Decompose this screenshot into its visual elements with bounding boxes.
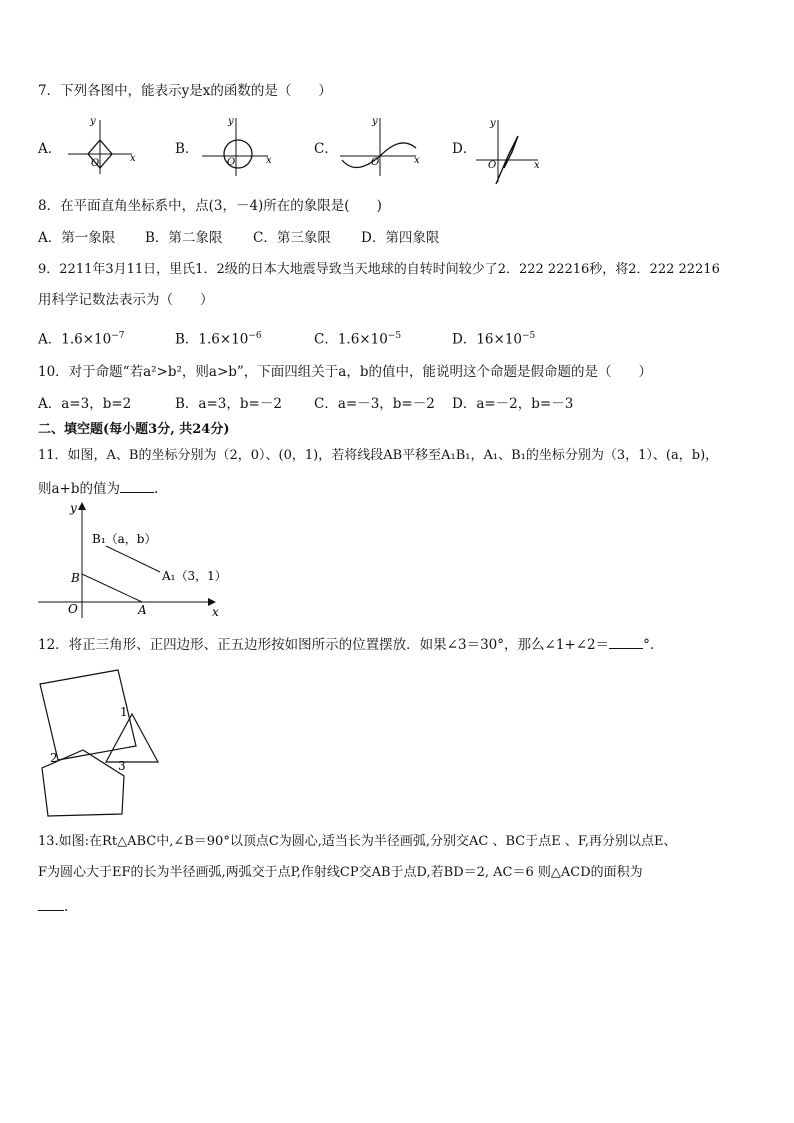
q7-graph-c xyxy=(338,116,428,176)
q7c-o-label: O xyxy=(371,157,380,168)
q10-option-c: C．a=－3，b=－2 xyxy=(314,396,435,412)
q9-stem-line2: 用科学记数法表示为（ ） xyxy=(38,292,214,308)
q11-answer-blank[interactable] xyxy=(120,480,154,493)
q9-option-a-exp: −7 xyxy=(111,331,125,341)
q8-option-c: C．第三象限 xyxy=(253,230,331,246)
q11-point-a1-label: A₁（3，1） xyxy=(162,569,227,583)
q11-origin-label: O xyxy=(68,602,78,616)
q7-graph-b xyxy=(200,116,280,176)
q7a-y-label: y xyxy=(90,116,96,127)
q11-figure xyxy=(36,500,236,620)
q10-option-b: B．a=3，b=－2 xyxy=(175,396,282,412)
q9-option-d-base: D．16×10 xyxy=(452,331,522,348)
q11-stem-line1: 11．如图，A、B的坐标分别为（2，0）、(0，1)，若将线段AB平移至A₁B₁，A₁、B₁的坐标分别为（3，1）、(a，b)， xyxy=(38,448,719,463)
q7d-x-label: x xyxy=(534,160,540,171)
q7c-y-label: y xyxy=(372,116,378,127)
q7-option-a-label: A． xyxy=(38,141,62,157)
q11-point-a-label: A xyxy=(138,603,147,617)
q7-graph-a xyxy=(64,116,144,176)
q11-y-axis-label: y xyxy=(70,501,77,515)
q7-stem: 7．下列各图中，能表示y是x的函数的是（ ） xyxy=(38,83,332,99)
q13-stem-line2: F为圆心大于EF的长为半径画弧,两弧交于点P,作射线CP交AB于点D,若BD＝2, AC＝6 则△ACD的面积为 xyxy=(38,865,643,880)
q9-option-c-base: C．1.6×10 xyxy=(314,331,388,348)
q9-option-c xyxy=(314,327,401,349)
q9-option-d-exp: −5 xyxy=(522,331,536,341)
q9-option-b xyxy=(175,327,262,349)
q7b-o-label: O xyxy=(227,157,236,168)
q12-angle-3-label: 3 xyxy=(118,759,126,773)
q7d-y-label: y xyxy=(490,118,496,129)
q9-option-d xyxy=(452,327,535,349)
q9-option-b-base: B．1.6×10 xyxy=(175,331,249,348)
q12-stem-text: 12．将正三角形、正四边形、正五边形按如图所示的位置摆放．如果∠3＝30°，那么∠1+∠2＝ xyxy=(38,637,610,653)
q9-option-a xyxy=(38,327,125,349)
q10-stem: 10．对于命题“若a²>b²，则a>b”，下面四组关于a，b的值中，能说明这个命题是假命题的是（ ） xyxy=(38,364,652,380)
q12-stem xyxy=(38,636,654,654)
q12-answer-blank[interactable] xyxy=(609,636,643,649)
q11-point-b-label: B xyxy=(71,571,80,585)
q10-option-d: D．a=－2，b=－3 xyxy=(452,396,574,412)
q7-graph-d xyxy=(474,116,554,186)
q11-x-axis-label: x xyxy=(212,605,219,619)
q8-option-b: B．第二象限 xyxy=(145,230,223,246)
q10-option-a: A．a=3，b=2 xyxy=(38,396,132,412)
q7a-x-label: x xyxy=(130,153,136,164)
q12-angle-2-label: 2 xyxy=(50,751,58,765)
q12-stem-end: °. xyxy=(643,637,655,653)
q7c-x-label: x xyxy=(414,155,420,166)
q8-option-d: D．第四象限 xyxy=(361,230,440,246)
q13-answer-blank[interactable] xyxy=(38,898,64,911)
q8-option-a: A．第一象限 xyxy=(38,230,116,246)
q7d-o-label: O xyxy=(488,160,497,171)
q11-point-b1-label: B₁（a，b） xyxy=(92,532,157,546)
q7a-o-label: O xyxy=(91,158,100,169)
q12-figure xyxy=(34,664,174,824)
q9-option-c-exp: −5 xyxy=(387,331,402,341)
q7b-x-label: x xyxy=(266,155,272,166)
q11-stem-end: . xyxy=(154,481,159,497)
q13-stem-end: . xyxy=(64,899,69,915)
section-heading-fill-in: 二、填空题(每小题3分, 共24分) xyxy=(38,422,230,437)
q7-option-b-label: B． xyxy=(175,141,199,157)
q9-option-b-exp: −6 xyxy=(248,331,262,341)
q7-option-d-label: D． xyxy=(452,141,477,157)
q13-stem-line1: 13.如图:在Rt△ABC中,∠B＝90°以顶点C为圆心,适当长为半径画弧,分别交AC 、BC于点E 、F,再分别以点E、 xyxy=(38,834,677,849)
q12-angle-1-label: 1 xyxy=(120,705,128,719)
q11-stem-text: 则a+b的值为 xyxy=(38,481,121,497)
q13-stem-line3 xyxy=(38,898,68,916)
q7-option-c-label: C． xyxy=(314,141,338,157)
q8-stem: 8．在平面直角坐标系中，点(3，－4)所在的象限是( ) xyxy=(38,198,382,214)
q11-stem-line2 xyxy=(38,480,158,498)
q7b-y-label: y xyxy=(228,116,234,127)
q9-stem-line1: 9．2211年3月11日，里氏1．2级的日本大地震导致当天地球的自转时间较少了2．222 22216秒，将2．222 22216 xyxy=(38,262,720,277)
q9-option-a-base: A．1.6×10 xyxy=(38,331,112,348)
